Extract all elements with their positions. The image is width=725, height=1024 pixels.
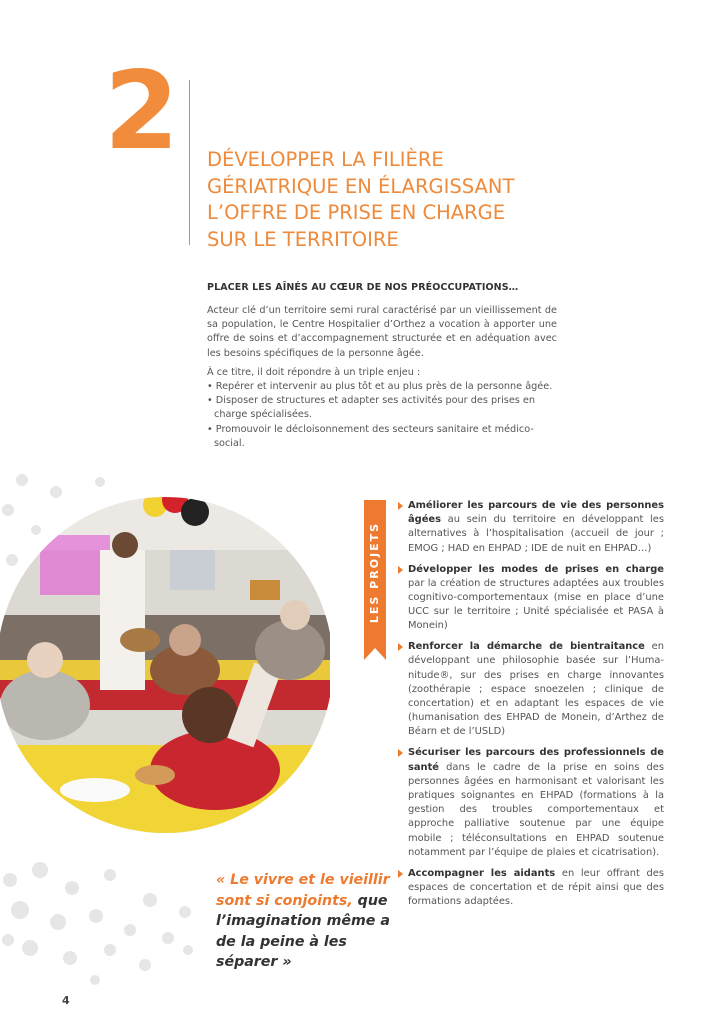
projects-list xyxy=(398,499,664,916)
intro-lead: À ce titre, il doit répondre à un triple enjeu : xyxy=(207,367,421,378)
subheading: PLACER LES AÎNÉS AU CŒUR DE NOS PRÉOCCUPATIONS… xyxy=(207,282,519,293)
arrow-right-icon xyxy=(398,566,403,574)
project-title: Renforcer la démarche de bientraitance xyxy=(408,641,645,653)
intro-paragraph: Acteur clé d’un territoire semi rural caractérisé par un vieillissement de sa population, le Centre Hospitalier d’Orthez a vocation à apporter une offre de soins et d’accompagnement structurée et en adéquation avec les besoins spécifiques de la personne âgée. xyxy=(207,305,557,359)
arrow-right-icon xyxy=(398,749,403,757)
quote-rest: que l’imagination même a de la peine à les séparer » xyxy=(216,892,390,970)
project-text: en leur offrant des espaces de concertation et de répit ainsi que des formations adaptées. xyxy=(408,867,664,908)
enjeu-item: • Repérer et intervenir au plus tôt et au plus près de la personne âgée. xyxy=(207,380,557,394)
enjeu-item: • Disposer de structures et adapter ses activités pour des prises en charge spécialisées. xyxy=(207,394,557,422)
project-title: Sécuriser les parcours des professionnels de santé xyxy=(408,747,664,773)
project-item xyxy=(398,746,664,860)
vertical-divider xyxy=(189,80,190,245)
enjeux-list xyxy=(207,380,557,451)
quote-highlight: « Le vivre et le vieillir sont si conjoints, xyxy=(216,872,390,909)
arrow-right-icon xyxy=(398,643,403,651)
project-title: Accompagner les aidants xyxy=(408,867,556,879)
project-item xyxy=(398,867,664,910)
quote xyxy=(216,870,406,973)
project-text: en développant une philosophie basée sur l’Huma- nitude®, sur des prises en charge innovantes (zoothérapie ; espace snoezelen ; clinique de concertation) et en adaptant les espaces de vie (humanisation des EHPAD de Monein, d’Arthez de Béarn et de l’USLD) xyxy=(408,641,664,738)
project-text: par la création de structures adaptées aux troubles cognitivo-comportementaux (mise en place d’une UCC sur le territoire ; Unité spécialisée et PASA à Monein) xyxy=(408,577,664,632)
section-title: DÉVELOPPER LA FILIÈRE GÉRIATRIQUE EN ÉLARGISSANT L’OFFRE DE PRISE EN CHARGE SUR LE TERRITOIRE xyxy=(207,148,515,251)
projects-label xyxy=(364,500,386,645)
project-item xyxy=(398,499,664,556)
section-number: 2 xyxy=(104,49,178,174)
project-item xyxy=(398,563,664,634)
project-text: au sein du territoire en développant les alternatives à l’hospitalisation (accueil de jour ; EMOG ; HAD en EHPAD ; IDE de nuit en EHPAD…) xyxy=(408,514,664,554)
project-title: Améliorer les parcours de vie des personnes âgées xyxy=(408,500,664,526)
arrow-right-icon xyxy=(398,502,403,510)
project-text: dans le cadre de la prise en soins des personnes âgées en harmonisant et valorisant les pratiques soignantes en EHPAD (formations à la gestion des troubles comportementaux et approche palliative soutenue par une équipe mobile ; téléconsultations en EHPAD soutenue notamment par l’équipe de plaies et cicatrisation). xyxy=(408,761,664,858)
elderly-party-photo xyxy=(0,490,330,840)
enjeu-item: • Promouvoir le décloisonnement des secteurs sanitaire et médico-social. xyxy=(207,423,557,451)
page-number: 4 xyxy=(62,994,70,1007)
project-item xyxy=(398,640,664,739)
projects-label-text: LES PROJETS xyxy=(368,521,382,624)
project-title: Développer les modes de prises en charge xyxy=(408,563,664,575)
